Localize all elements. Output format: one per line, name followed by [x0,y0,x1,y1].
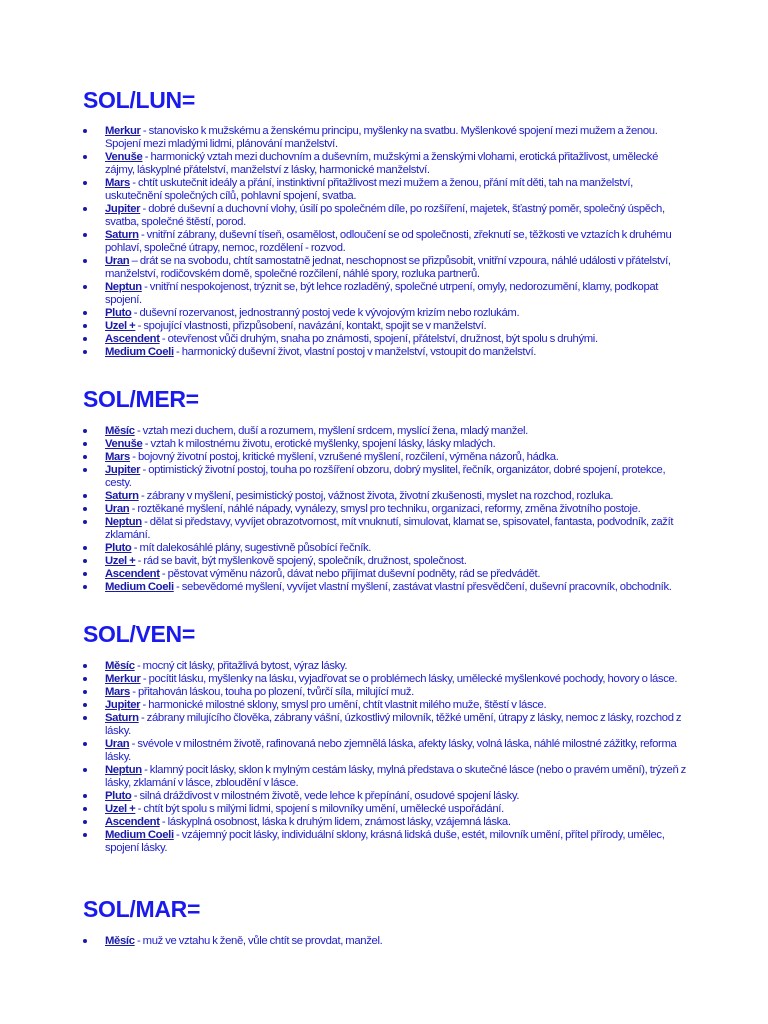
section-heading: SOL/MER= [83,386,199,412]
bullet-icon [83,807,87,811]
list-item [83,516,688,542]
planet-link[interactable]: Mars [105,686,130,698]
bullet-icon [83,311,87,315]
planet-link[interactable]: Merkur [105,673,141,685]
planet-link[interactable]: Ascendent [105,568,160,580]
list-item [83,712,688,738]
list-item [83,464,688,490]
bullet-icon [83,794,87,798]
list-item [83,255,688,281]
bullet-icon [83,703,87,707]
bullet-icon [83,285,87,289]
section-heading: SOL/LUN= [83,87,195,113]
bullet-icon [83,129,87,133]
aspect-list [83,935,688,948]
bullet-icon [83,468,87,472]
section-sol-mar [83,896,688,948]
aspect-description: - harmonické milostné sklony, smysl pro umění, chtít vlastnit milého muže, štěstí v lásce. [140,699,547,711]
bullet-icon [83,677,87,681]
planet-link[interactable]: Ascendent [105,333,160,345]
aspect-description: - vzájemný pocit lásky, individuální sklony, krásná lidská duše, estét, milovník umění, přítel přírody, umělec, spojení lásky. [105,829,665,854]
bullet-icon [83,664,87,668]
list-item [83,490,688,503]
bullet-icon [83,259,87,263]
section-heading: SOL/MAR= [83,896,201,922]
list-item [83,281,688,307]
aspect-description: - vztah mezi duchem, duší a rozumem, myšlení srdcem, myslící žena, mladý manžel. [134,425,528,437]
planet-link[interactable]: Mars [105,177,130,189]
aspect-description: - chtít uskutečnit ideály a přání, instinktivní přitažlivost mezi mužem a ženou, přání mít děti, tah na manželství, uskutečnění společných cílů, pohlavní spojení, svatba. [105,177,633,202]
aspect-description: - stanovisko k mužskému a ženskému principu, myšlenky na svatbu. Myšlenkové spojení mezi mužem a ženou. Spojení mezi mladými lidmi, plánování manželství. [105,125,658,150]
aspect-description: - bojovný životní postoj, kritické myšlení, vzrušené myšlení, rozčilení, výměna názorů, hádka. [129,451,559,463]
planet-link[interactable]: Měsíc [105,660,135,672]
aspect-description: - harmonický vztah mezi duchovním a duševním, mužskými a ženskými vlohami, erotická přitažlivost, umělecké zájmy, láskyplné přátelství, manželství z lásky, harmonické manželství. [105,151,659,176]
aspect-description: - pěstovat výměnu názorů, dávat nebo přijímat duševní podněty, rád se předvádět. [159,568,541,580]
list-item [83,738,688,764]
aspect-description: - mít dalekosáhlé plány, sugestivně působící řečník. [131,542,372,554]
list-item [83,790,688,803]
planet-link[interactable]: Uran [105,738,130,750]
planet-link[interactable]: Ascendent [105,816,160,828]
planet-link[interactable]: Medium Coeli [105,829,174,841]
aspect-description: - pocítit lásku, myšlenky na lásku, vyjadřovat se o problémech lásky, umělecké myšlenkové pochody, hovory o lásce. [140,673,678,685]
list-item [83,542,688,555]
list-item [83,203,688,229]
list-item [83,816,688,829]
aspect-description: - mocný cit lásky, přitažlivá bytost, výraz lásky. [134,660,348,672]
bullet-icon [83,939,87,943]
list-item [83,333,688,346]
list-item [83,555,688,568]
aspect-description: - dobré duševní a duchovní vlohy, úsilí po společném díle, po rozšíření, majetek, šťastný poměr, společný úspěch, svatba, společné štěstí, porod. [105,203,665,228]
aspect-description: - duševní rozervanost, jednostranný postoj vede k vývojovým krizím nebo rozlukám. [131,307,520,319]
aspect-description: - dělat si představy, vyvíjet obrazotvornost, mít vnuknutí, simulovat, klamat se, spisovatel, fantasta, podvodník, zažít zklamání. [105,516,674,541]
aspect-description: - optimistický životní postoj, touha po rozšíření obzoru, dobrý myslitel, řečník, organizátor, dobré spojení, protekce, cesty. [105,464,666,489]
planet-link[interactable]: Uzel + [105,803,136,815]
planet-link[interactable]: Uran [105,503,130,515]
aspect-description: - vnitřní nespokojenost, trýznit se, být lehce rozladěný, společné utrpení, omyly, nedorozumění, klamy, podkopat spojení. [105,281,659,306]
list-item [83,229,688,255]
planet-link[interactable]: Saturn [105,490,139,502]
list-item [83,438,688,451]
planet-link[interactable]: Neptun [105,764,142,776]
planet-link[interactable]: Uran [105,255,130,267]
aspect-description: – drát se na svobodu, chtít samostatně jednat, neschopnost se přizpůsobit, vnitřní vzpoura, náhlé události v přátelství, manželství, rodičovském domě, společné rozčilení, náhlé spory, rozluka partnerů. [105,255,671,280]
planet-link[interactable]: Jupiter [105,699,141,711]
section-sol-lun [83,87,688,359]
bullet-icon [83,559,87,563]
planet-link[interactable]: Saturn [105,229,139,241]
aspect-description: - přitahován láskou, touha po plození, tvůrčí síla, milující muž. [129,686,414,698]
bullet-icon [83,324,87,328]
planet-link[interactable]: Medium Coeli [105,581,174,593]
planet-link[interactable]: Jupiter [105,203,141,215]
bullet-icon [83,455,87,459]
list-item [83,346,688,359]
bullet-icon [83,337,87,341]
list-item [83,935,688,948]
planet-link[interactable]: Uzel + [105,555,136,567]
bullet-icon [83,546,87,550]
aspect-description: - silná dráždivost v milostném životě, vede lehce k přepínání, osudové spojení lásky. [131,790,520,802]
list-item [83,177,688,203]
aspect-description: - svévole v milostném životě, rafinovaná nebo zjemnělá láska, afekty lásky, volná láska, náhlé milostné zážitky, reforma lásky. [105,738,677,763]
aspect-description: - otevřenost vůči druhým, snaha po známosti, spojení, přátelství, družnost, být spolu s druhými. [159,333,598,345]
aspect-description: - roztěkané myšlení, náhlé nápady, vynálezy, smysl pro techniku, organizaci, reformy, změna životního postoje. [129,503,641,515]
aspect-description: - spojující vlastnosti, přizpůsobení, navázání, kontakt, spojit se v manželství. [135,320,487,332]
list-item [83,686,688,699]
planet-link[interactable]: Venuše [105,151,143,163]
aspect-description: - láskyplná osobnost, láska k druhým lidem, známost lásky, vzájemná láska. [159,816,511,828]
bullet-icon [83,572,87,576]
planet-link[interactable]: Jupiter [105,464,141,476]
list-item [83,451,688,464]
list-item [83,581,688,594]
bullet-icon [83,429,87,433]
list-item [83,829,688,855]
list-item [83,803,688,816]
bullet-icon [83,233,87,237]
aspect-description: - vnitřní zábrany, duševní tíseň, osamělost, odloučení se od společnosti, zřeknutí se, těžkosti ve vztazích k druhému pohlaví, společné útrapy, nemoc, rozdělení - rozvod. [105,229,672,254]
aspect-description: - harmonický duševní život, vlastní postoj v manželství, vstoupit do manželství. [173,346,537,358]
planet-link[interactable]: Měsíc [105,935,135,947]
bullet-icon [83,833,87,837]
bullet-icon [83,442,87,446]
bullet-icon [83,207,87,211]
list-item [83,503,688,516]
list-item [83,425,688,438]
aspect-description: - muž ve vztahu k ženě, vůle chtít se provdat, manžel. [134,935,383,947]
bullet-icon [83,155,87,159]
list-item [83,699,688,712]
aspect-list [83,660,688,855]
planet-link[interactable]: Neptun [105,516,142,528]
list-item [83,151,688,177]
list-item [83,673,688,686]
planet-link[interactable]: Merkur [105,125,141,137]
bullet-icon [83,507,87,511]
planet-link[interactable]: Venuše [105,438,143,450]
bullet-icon [83,768,87,772]
bullet-icon [83,350,87,354]
aspect-description: - klamný pocit lásky, sklon k mylným cestám lásky, mylná představa o skutečné lásce (nebo o pravém umění), trýzeň z lásky, zklamání v lásce, zbloudění v lásce. [105,764,686,789]
planet-link[interactable]: Mars [105,451,130,463]
bullet-icon [83,716,87,720]
planet-link[interactable]: Měsíc [105,425,135,437]
list-item [83,660,688,673]
bullet-icon [83,742,87,746]
section-sol-ven [83,621,688,855]
bullet-icon [83,690,87,694]
aspect-description: - chtít být spolu s milými lidmi, spojení s milovníky umění, umělecké uspořádání. [135,803,504,815]
bullet-icon [83,820,87,824]
aspect-description: - sebevědomé myšlení, vyvíjet vlastní myšlení, zastávat vlastní přesvědčení, duševní pracovník, obchodník. [173,581,672,593]
bullet-icon [83,181,87,185]
bullet-icon [83,494,87,498]
aspect-description: - zábrany v myšlení, pesimistický postoj, vážnost života, životní zkušenosti, myslet na rozchod, rozluka. [138,490,614,502]
aspect-list [83,125,688,359]
list-item [83,320,688,333]
list-item [83,307,688,320]
aspect-description: - rád se bavit, být myšlenkově spojený, společník, družnost, společnost. [135,555,467,567]
section-heading: SOL/VEN= [83,621,195,647]
list-item [83,125,688,151]
planet-link[interactable]: Pluto [105,790,132,802]
bullet-icon [83,520,87,524]
planet-link[interactable]: Neptun [105,281,142,293]
planet-link[interactable]: Pluto [105,542,132,554]
bullet-icon [83,585,87,589]
planet-link[interactable]: Pluto [105,307,132,319]
section-sol-mer [83,386,688,594]
aspect-description: - zábrany milujícího člověka, zábrany vášní, úzkostlivý milovník, těžké umění, útrapy z lásky, nemoc z lásky, rozchod z lásky. [105,712,682,737]
planet-link[interactable]: Uzel + [105,320,136,332]
planet-link[interactable]: Saturn [105,712,139,724]
list-item [83,764,688,790]
aspect-description: - vztah k milostnému životu, erotické myšlenky, spojení lásky, lásky mladých. [142,438,496,450]
aspect-list [83,425,688,594]
planet-link[interactable]: Medium Coeli [105,346,174,358]
list-item [83,568,688,581]
